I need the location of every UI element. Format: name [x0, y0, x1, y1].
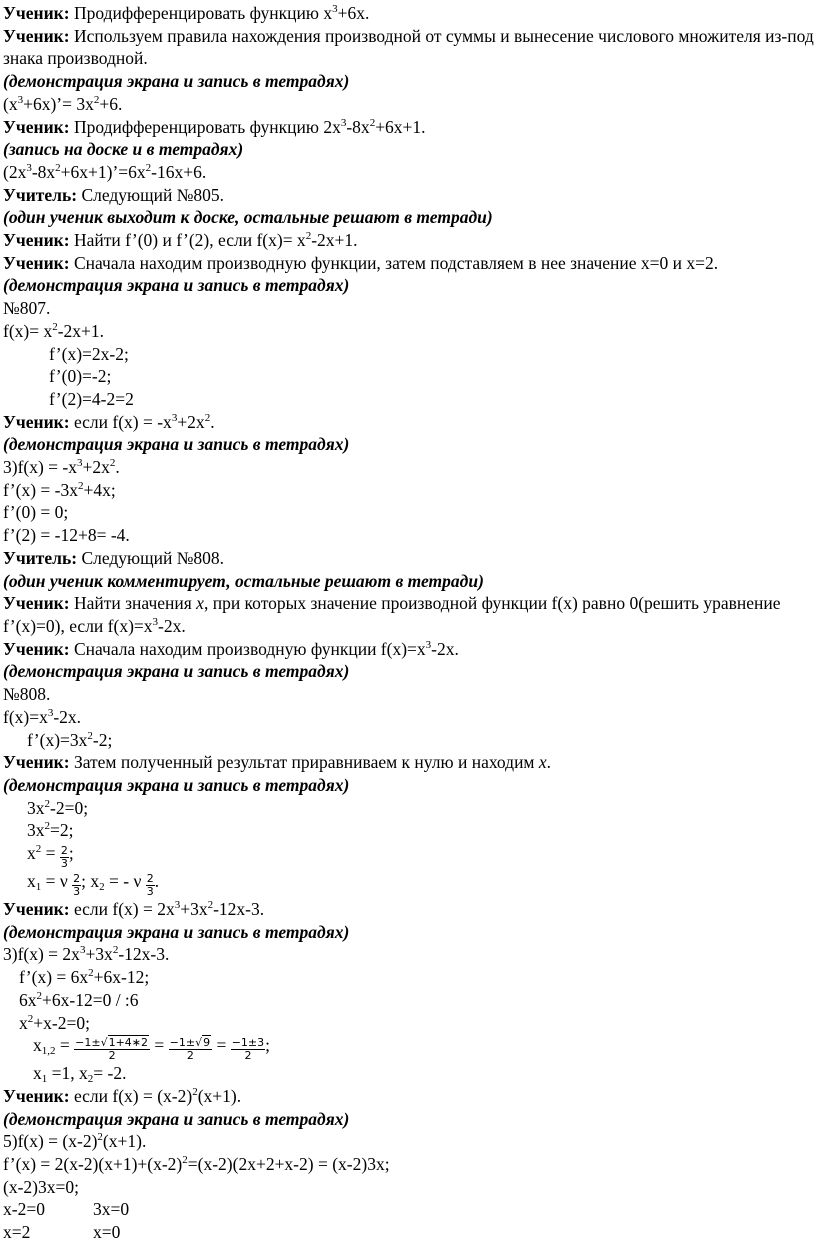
line-text: -8x [31, 161, 56, 182]
line-text: = [41, 843, 60, 864]
line-text: f’(x) = 2(x-2)(x+1)+(x-2) [3, 1154, 183, 1175]
exponent: 3 [77, 457, 83, 470]
line-2 [3, 25, 816, 70]
exponent: 2 [77, 479, 84, 492]
fraction [169, 1037, 212, 1062]
exponent: 3 [79, 944, 86, 957]
note [3, 921, 816, 944]
line-text: +2x [177, 411, 205, 432]
fraction-numerator: 2 [146, 872, 154, 886]
exponent: 2 [87, 729, 93, 742]
line-text: . [115, 457, 120, 478]
fraction-denominator: 3 [146, 885, 154, 899]
line-text: -2=0; [50, 797, 89, 818]
fraction-numerator: −1±√9 [169, 1036, 211, 1050]
note [3, 1108, 816, 1131]
line-text: f’(x) = -3x [3, 479, 78, 500]
line-text: ; [265, 1035, 271, 1056]
variable: x [538, 752, 547, 773]
role-label: Учитель: [3, 184, 78, 205]
line-text: 3)f(x) = 2x [3, 944, 80, 965]
num-part: −1± [75, 1036, 101, 1050]
note [3, 660, 816, 683]
note-text: (демонстрация экрана и запись в тетрадях) [3, 434, 350, 455]
line-text: Сначала находим производную функции, затем подставляем в нее значение x=0 и x=2. [73, 252, 719, 273]
sqrt-radicand: 1+4∗2 [108, 1036, 149, 1050]
line-text: +6x+1. [375, 116, 426, 137]
line-text: , при которых значение производной функции f(x) равно 0(решить уравнение f’(x)=0), если f(x)=x [3, 593, 781, 636]
line-text: 3x [27, 797, 45, 818]
line-43 [3, 989, 816, 1012]
exponent: 3 [152, 615, 159, 628]
line-text: x=0 [93, 1222, 121, 1243]
line-46 [3, 1062, 816, 1085]
line-text: f(x)= x [3, 320, 53, 341]
line-text: =(x-2)(2x+2+x-2) = (x-2)3x; [187, 1154, 390, 1175]
fraction-denominator: 3 [73, 885, 81, 899]
note [3, 274, 816, 297]
fraction [72, 873, 81, 898]
line-text: Следующий №805. [81, 184, 225, 205]
line-text: Используем правила нахождения производной от суммы и вынесение числового множителя из-под знака производной. [3, 25, 814, 69]
line-4 [3, 93, 816, 116]
exponent: 3 [17, 93, 24, 106]
line-text: 3x [27, 820, 45, 841]
exponent: 2 [35, 843, 42, 856]
line-text: Продифференцировать функцию x [73, 3, 333, 23]
subscript: 1 [41, 1073, 48, 1086]
role-label: Ученик: [3, 638, 70, 659]
line-33 [3, 751, 816, 774]
exponent: 2 [44, 820, 50, 833]
note [3, 570, 816, 593]
line-8 [3, 184, 816, 207]
line-49 [3, 1130, 816, 1153]
note-text: (один ученик выходит к доске, остальные решают в тетради) [3, 207, 493, 228]
line-text: -12x-3. [213, 899, 265, 920]
line-text: =2; [50, 820, 74, 841]
note-text: (демонстрация экрана и запись в тетрадях) [3, 71, 350, 92]
fraction [146, 873, 155, 898]
line-39 [3, 898, 816, 921]
role-label: Учитель: [3, 547, 78, 568]
sqrt-radicand: 9 [203, 1036, 211, 1050]
line-text: (2x [3, 161, 27, 182]
note [3, 138, 816, 161]
line-text: = - ν [104, 871, 146, 892]
exponent: 2 [192, 1085, 198, 1098]
role-label: Ученик: [3, 593, 70, 614]
line-text: f(x)=x [3, 706, 48, 727]
exponent: 3 [340, 116, 347, 129]
note [3, 774, 816, 797]
exponent: 2 [55, 161, 61, 174]
line-22: f’(0) = 0; [3, 502, 69, 523]
line-53 [3, 1221, 816, 1244]
note [3, 433, 816, 456]
fraction [231, 1037, 265, 1062]
exponent: 3 [26, 161, 32, 174]
line-21 [3, 479, 816, 502]
note-text: (демонстрация экрана и запись в тетрадях) [3, 774, 350, 795]
line-52 [3, 1198, 816, 1221]
line-text: Следующий №808. [81, 547, 225, 568]
line-10 [3, 229, 816, 252]
role-label: Ученик: [3, 25, 70, 46]
fraction [60, 845, 69, 870]
line-14 [3, 320, 816, 343]
note-text: (запись на доске и в тетрадях) [3, 139, 244, 160]
line-23: f’(2) = -12+8= -4. [3, 525, 130, 546]
num-part: −1± [169, 1036, 196, 1050]
exponent: 3 [47, 706, 54, 719]
exponent: 2 [207, 899, 214, 912]
line-32 [3, 729, 816, 752]
line-text: -2x. [158, 615, 186, 636]
exponent: 2 [44, 797, 50, 810]
fraction-denominator: 2 [186, 1049, 194, 1063]
line-text: f’(x)=3x [27, 729, 88, 750]
fraction-numerator: −1±√1+4∗2 [75, 1036, 149, 1050]
exponent: 3 [171, 411, 178, 424]
fraction-numerator: 2 [60, 844, 68, 858]
line-41 [3, 943, 816, 966]
line-7 [3, 161, 816, 184]
note-text: (один ученик комментирует, остальные решают в тетради) [3, 570, 484, 591]
line-20 [3, 456, 816, 479]
role-label: Ученик: [3, 1085, 70, 1106]
line-26 [3, 592, 816, 637]
line-text: +6x-12=0 / :6 [42, 989, 139, 1010]
role-label: Ученик: [3, 252, 70, 273]
line-text: -16x+6. [151, 161, 207, 182]
line-text: = [212, 1035, 231, 1056]
subscript: 2 [87, 1073, 94, 1086]
line-text: 3)f(x) = -x [3, 457, 78, 478]
exponent: 2 [369, 116, 376, 129]
line-text: = [55, 1035, 75, 1056]
line-text: . [154, 871, 160, 892]
line-text: (x+1). [102, 1131, 147, 1152]
role-label: Ученик: [3, 116, 70, 137]
exponent: 2 [52, 320, 58, 333]
line-text: = [150, 1035, 169, 1056]
line-31 [3, 706, 816, 729]
line-50 [3, 1153, 816, 1176]
exponent: 2 [36, 989, 42, 1002]
line-42 [3, 966, 816, 989]
note-text: (демонстрация экрана и запись в тетрадях) [3, 921, 350, 942]
fraction-numerator: −1±3 [231, 1036, 265, 1050]
exponent: 2 [93, 93, 100, 106]
line-13: №807. [3, 298, 51, 319]
line-text: Сначала находим производную функции f(x)=x [73, 638, 426, 659]
exponent: 2 [109, 457, 116, 470]
role-label: Ученик: [3, 752, 70, 773]
line-text: f’(x) = 6x [19, 967, 89, 988]
exponent: 2 [97, 1131, 103, 1144]
exponent: 2 [182, 1154, 188, 1167]
line-text: 5)f(x) = (x-2) [3, 1131, 98, 1152]
note-text: (демонстрация экрана и запись в тетрадях) [3, 1108, 350, 1129]
line-47 [3, 1085, 816, 1108]
note [3, 206, 816, 229]
line-text: x [27, 843, 36, 864]
line-5 [3, 116, 816, 139]
line-text: -8x [346, 116, 370, 137]
line-text: x [33, 1063, 42, 1084]
exponent: 2 [204, 411, 211, 424]
line-24 [3, 547, 816, 570]
line-text: ; [68, 843, 74, 864]
line-text: =1, x [47, 1063, 88, 1084]
line-16: f’(0)=-2; [49, 366, 112, 387]
line-text: = -2. [93, 1063, 127, 1084]
line-text: если f(x) = -x [73, 411, 172, 432]
line-text: ; x [81, 871, 100, 892]
line-11 [3, 252, 816, 275]
line-37 [3, 842, 816, 870]
line-text: 3x=0 [93, 1199, 130, 1220]
fraction-numerator: 2 [73, 872, 81, 886]
exponent: 2 [145, 161, 152, 174]
line-text: . [210, 411, 215, 432]
line-18 [3, 411, 816, 434]
line-51: (x-2)3x=0; [3, 1176, 79, 1197]
exponent: 2 [305, 230, 312, 243]
fraction-denominator: 2 [244, 1049, 252, 1063]
line-text: -2x+1. [311, 230, 358, 251]
subscript: 1,2 [41, 1045, 56, 1058]
exponent: 2 [27, 1012, 34, 1025]
line-36 [3, 819, 816, 842]
line-text: Найти значения [73, 593, 197, 614]
note-text: (демонстрация экрана и запись в тетрадях) [3, 661, 350, 682]
line-text: +x-2=0; [33, 1012, 90, 1033]
line-text: Найти f’(0) и f’(2), если f(x)= x [73, 230, 306, 251]
line-text: +6x+1)’=6x [60, 161, 146, 182]
fraction [74, 1037, 150, 1062]
role-label: Ученик: [3, 3, 70, 23]
line-text: -2x. [53, 706, 82, 727]
line-text: x [19, 1012, 28, 1033]
line-text: x=2 [3, 1222, 31, 1243]
line-17: f’(2)=4-2=2 [49, 388, 134, 409]
line-text: +3x [180, 899, 208, 920]
role-label: Ученик: [3, 230, 70, 251]
line-1 [3, 2, 816, 25]
fraction-denominator: 3 [60, 857, 68, 871]
line-text: Затем полученный результат приравниваем к нулю и находим [73, 752, 539, 773]
line-38 [3, 870, 816, 898]
line-45 [3, 1034, 816, 1062]
line-text: . [546, 752, 552, 773]
exponent: 3 [425, 638, 432, 651]
line-text: x [27, 871, 36, 892]
line-text: +6x)’= 3x [23, 93, 94, 114]
role-label: Ученик: [3, 411, 70, 432]
line-text: если f(x) = (x-2) [73, 1085, 193, 1106]
line-text: если f(x) = 2x [73, 899, 175, 920]
role-label: Ученик: [3, 899, 70, 920]
line-44 [3, 1012, 816, 1035]
line-text: +4x; [83, 479, 116, 500]
exponent: 2 [112, 944, 119, 957]
line-text: +2x [82, 457, 110, 478]
line-text: -2; [92, 729, 113, 750]
line-text: = ν [41, 871, 73, 892]
note [3, 70, 816, 93]
line-text: -2x. [431, 638, 459, 659]
line-35 [3, 797, 816, 820]
line-30: №808. [3, 684, 51, 705]
line-text: +6x. [337, 3, 370, 23]
exponent: 3 [174, 899, 181, 912]
line-text: (x [3, 93, 18, 114]
exponent: 3 [332, 3, 338, 15]
note-text: (демонстрация экрана и запись в тетрадях) [3, 275, 350, 296]
subscript: 1 [35, 881, 42, 894]
fraction-denominator: 2 [108, 1049, 116, 1063]
subscript: 2 [99, 881, 105, 894]
line-text: x-2=0 [3, 1199, 45, 1220]
line-text: +6. [99, 93, 123, 114]
line-text: x [33, 1035, 42, 1056]
variable: x [196, 593, 204, 614]
line-15: f’(x)=2x-2; [49, 343, 129, 364]
line-text: -12x-3. [118, 944, 170, 965]
exponent: 2 [88, 967, 94, 980]
line-text: +6x-12; [93, 967, 150, 988]
line-text: -2x+1. [57, 320, 105, 341]
line-28 [3, 638, 816, 661]
line-text: +3x [85, 944, 113, 965]
line-text: 6x [19, 989, 37, 1010]
line-text: Продифференцировать функцию 2x [73, 116, 341, 137]
line-text: (x+1). [197, 1085, 242, 1106]
